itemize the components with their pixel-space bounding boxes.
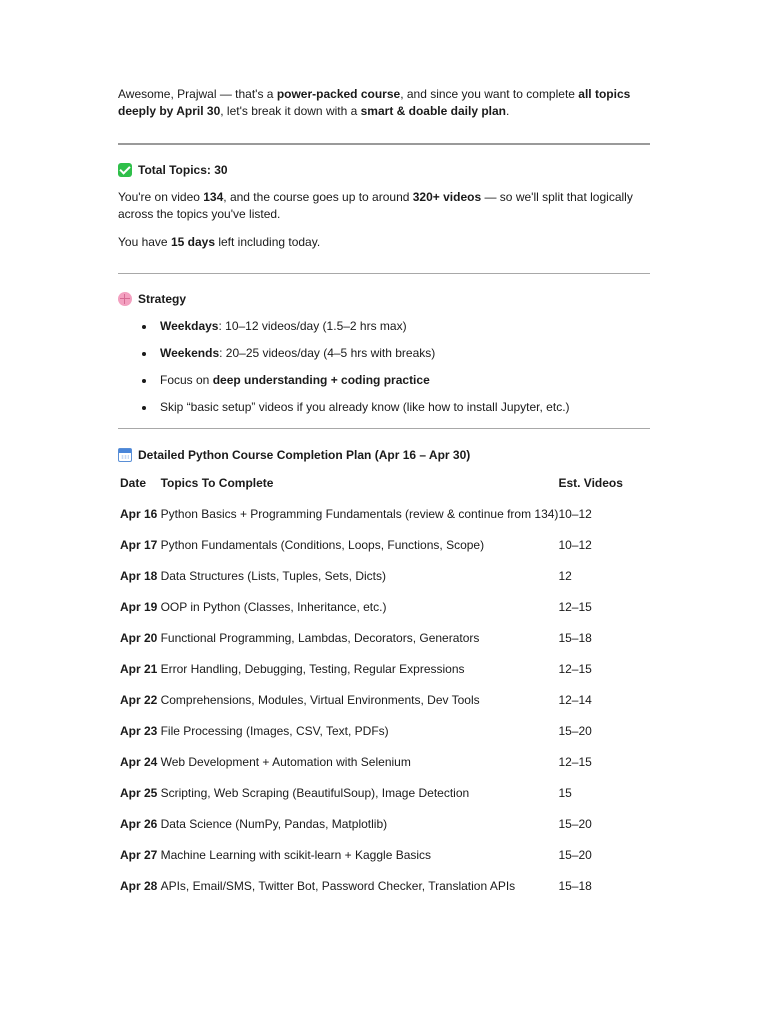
strategy-item-bold: deep understanding + coding practice	[212, 373, 430, 387]
column-header-videos: Est. Videos	[558, 476, 623, 490]
table-row	[118, 754, 650, 785]
progress-paragraph	[118, 189, 650, 223]
strategy-item-text: Skip “basic setup” videos if you already know (like how to install Jupyter, etc.)	[160, 400, 570, 414]
topics-cell: Data Structures (Lists, Tuples, Sets, Dicts)	[160, 569, 386, 583]
date-cell: Apr 23	[120, 724, 158, 738]
strategy-item	[118, 399, 650, 416]
intro-bold: smart & doable daily plan	[360, 104, 506, 118]
topics-cell: Web Development + Automation with Selenium	[160, 755, 411, 769]
topics-cell: OOP in Python (Classes, Inheritance, etc.)	[160, 600, 387, 614]
intro-text: Awesome, Prajwal — that's a	[118, 87, 277, 101]
plan-title: Detailed Python Course Completion Plan (Apr 16 – Apr 30)	[138, 448, 471, 462]
progress-text: You're on video	[118, 190, 204, 204]
table-row	[118, 847, 650, 878]
intro-text: , and since you want to complete	[400, 87, 579, 101]
days-text: left including today.	[215, 235, 321, 249]
strategy-item-text: : 10–12 videos/day (1.5–2 hrs max)	[218, 319, 407, 333]
document-content	[118, 86, 650, 909]
strategy-title: Strategy	[138, 292, 187, 306]
plan-heading	[118, 446, 650, 464]
check-mark-icon	[118, 163, 132, 177]
strategy-item-text: : 20–25 videos/day (4–5 hrs with breaks)	[219, 346, 436, 360]
days-left-paragraph	[118, 234, 650, 251]
progress-bold: 134	[203, 190, 224, 204]
date-cell: Apr 26	[120, 817, 158, 831]
total-topics-title: Total Topics: 30	[138, 163, 228, 177]
strategy-item-text: Focus on	[160, 373, 213, 387]
strategy-item	[118, 345, 650, 362]
date-cell: Apr 25	[120, 786, 158, 800]
videos-cell: 15–20	[558, 817, 592, 831]
topics-cell: Machine Learning with scikit-learn + Kaggle Basics	[160, 848, 432, 862]
table-row	[118, 785, 650, 816]
videos-cell: 12–15	[558, 600, 592, 614]
progress-bold: 320+ videos	[412, 190, 482, 204]
topics-cell: Functional Programming, Lambdas, Decorators, Generators	[160, 631, 480, 645]
videos-cell: 12–15	[558, 755, 592, 769]
table-row	[118, 816, 650, 847]
strategy-item	[118, 318, 650, 335]
topics-cell: Data Science (NumPy, Pandas, Matplotlib)	[160, 817, 388, 831]
days-text: You have	[118, 235, 171, 249]
topics-cell: Error Handling, Debugging, Testing, Regular Expressions	[160, 662, 465, 676]
strategy-heading	[118, 290, 650, 308]
videos-cell: 15–20	[558, 848, 592, 862]
days-bold: 15 days	[170, 235, 215, 249]
videos-cell: 12–14	[558, 693, 592, 707]
date-cell: Apr 21	[120, 662, 158, 676]
date-cell: Apr 17	[120, 538, 158, 552]
table-row	[118, 568, 650, 599]
topics-cell: Python Fundamentals (Conditions, Loops, Functions, Scope)	[160, 538, 485, 552]
intro-bold: power-packed course	[276, 87, 401, 101]
date-cell: Apr 18	[120, 569, 158, 583]
date-cell: Apr 28	[120, 879, 158, 893]
plan-table	[118, 475, 650, 909]
videos-cell: 10–12	[558, 538, 592, 552]
section-divider	[118, 428, 650, 429]
table-row	[118, 537, 650, 568]
date-cell: Apr 19	[120, 600, 158, 614]
table-row	[118, 692, 650, 723]
videos-cell: 10–12	[558, 507, 592, 521]
videos-cell: 12–15	[558, 662, 592, 676]
strategy-list	[118, 318, 650, 416]
table-header-row	[118, 475, 650, 506]
progress-text: — so we'll split that logically across the topics you've listed.	[118, 190, 633, 221]
topics-cell: Python Basics + Programming Fundamentals (review & continue from 134)	[160, 507, 559, 521]
progress-text: , and the course goes up to around	[223, 190, 413, 204]
section-divider	[118, 143, 650, 145]
table-row	[118, 506, 650, 537]
total-topics-heading	[118, 161, 650, 179]
table-row	[118, 661, 650, 692]
brain-icon	[118, 292, 132, 306]
topics-cell: File Processing (Images, CSV, Text, PDFs)	[160, 724, 389, 738]
videos-cell: 12	[558, 569, 572, 583]
intro-text: .	[506, 104, 510, 118]
videos-cell: 15–18	[558, 631, 592, 645]
plan-table-body	[118, 506, 650, 909]
videos-cell: 15–18	[558, 879, 592, 893]
topics-cell: Comprehensions, Modules, Virtual Environments, Dev Tools	[160, 693, 480, 707]
topics-cell: Scripting, Web Scraping (BeautifulSoup), Image Detection	[160, 786, 470, 800]
column-header-topics: Topics To Complete	[160, 476, 274, 490]
strategy-item-bold: Weekdays	[160, 319, 219, 333]
date-cell: Apr 24	[120, 755, 158, 769]
table-row	[118, 630, 650, 661]
strategy-item	[118, 372, 650, 389]
table-row	[118, 878, 650, 909]
date-cell: Apr 22	[120, 693, 158, 707]
date-cell: Apr 20	[120, 631, 158, 645]
date-cell: Apr 27	[120, 848, 158, 862]
date-cell: Apr 16	[120, 507, 158, 521]
intro-bold: all topics deeply by April 30	[118, 87, 631, 118]
videos-cell: 15–20	[558, 724, 592, 738]
table-row	[118, 723, 650, 754]
table-row	[118, 599, 650, 630]
intro-paragraph	[118, 86, 650, 120]
intro-text: , let's break it down with a	[220, 104, 361, 118]
topics-cell: APIs, Email/SMS, Twitter Bot, Password Checker, Translation APIs	[160, 879, 516, 893]
calendar-icon	[118, 448, 132, 462]
section-divider	[118, 273, 650, 274]
strategy-item-bold: Weekends	[160, 346, 220, 360]
column-header-date: Date	[120, 476, 147, 490]
videos-cell: 15	[558, 786, 572, 800]
